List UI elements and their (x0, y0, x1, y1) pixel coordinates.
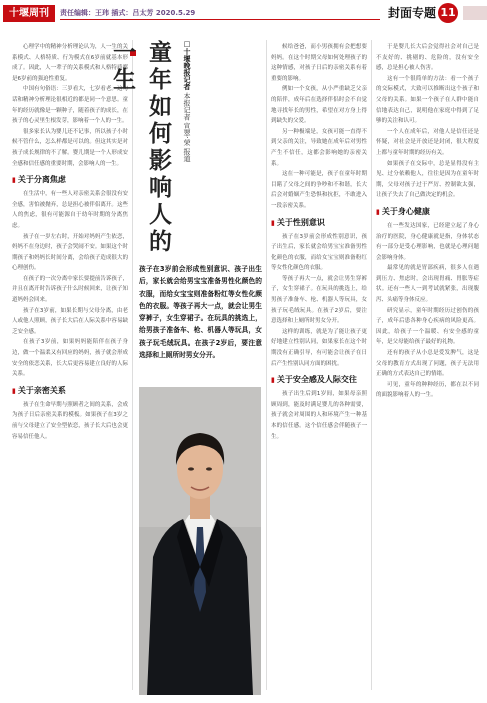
paragraph: 一个人在成年后，对他人是信任还是怀疑，对社会是开放还是封闭，很大程度上都与童年时期的经历有关。 (376, 128, 479, 156)
portrait-photo (139, 387, 261, 695)
paragraph: 在一些发达国家，已经建立起了身心治疗的医院，身心健康就是指，身体状态有一部分是受心理影响，也就是心理问题会影响身体。 (376, 222, 479, 261)
portrait-illustration (139, 387, 261, 695)
paragraph: 在孩子3岁前，如果妈妈能陪伴在孩子身边，做一个温柔又有回应的妈妈，孩子就会形成安全的依恋关系，长大后更容易建立良好的人际关系。 (12, 339, 128, 378)
byline-reporter: 本报记者 宣翠·荣 (183, 92, 191, 146)
masthead (0, 2, 330, 24)
paragraph: 这在一种可能是，孩子在童年时期目睹了父母之间的争吵和不和谐，长大后会对婚姻产生恐惧和抗拒，不敢进入一段亲密关系。 (271, 171, 367, 209)
paragraph: 孩子在3岁前会形成性别意识，孩子出生后，家长就会给男宝宝准备男性化颜色的衣服，而给女宝宝则准备粉红等女性化颜色的衣服。 (271, 233, 367, 272)
paragraph: 心理学中的精神分析理论认为，人一生的关系模式、人格特质、行为模式在6岁前就基本形成了。因此，人一辈子的关系模式和人格特质都是6岁前的强迫性重复。 (12, 44, 128, 82)
paragraph: 这有一个很简单的方法：看一个孩子的交际模式，大致可以推断出这个孩子和父母的关系。如果一个孩子在人群中能自信地表达自己，说明他在家庭中得到了足够的关注和认可。 (376, 75, 479, 125)
publication-badge: 十堰周刊 (3, 5, 55, 22)
byline-label: □十堰晚报记者 (183, 40, 191, 90)
article-column-2 (271, 42, 367, 697)
section-heading: ▮ 关于身心健康 (376, 206, 479, 218)
paragraph: 研究显示，童年时期经历过创伤的孩子，成年后患各种身心疾病的风险更高。因此，给孩子一个温暖、有安全感的童年，是父母能给孩子最好的礼物。 (376, 307, 479, 346)
paragraph: 中国有句俗语：三岁看大，七岁看老。这句话和精神分析理论很相近的都是同一个意思。童年的经历就像是一颗种子，随着孩子的成长，在孩子的心灵里生根发芽，影响着一个人的一生。 (12, 86, 128, 125)
paragraph: 在生活中，有一些人对亲密关系会很没有安全感，害怕被抛弃，总是担心被伴侣离开。这些人的焦虑，很有可能源自于幼年时期的分离焦虑。 (12, 191, 128, 229)
column-divider (371, 40, 372, 690)
section-heading: ▮ 关于安全感及人际交往 (271, 374, 367, 386)
section-name: 封面专题 (388, 6, 437, 20)
byline (182, 40, 192, 162)
article-column-3 (376, 42, 479, 697)
column-divider (266, 40, 267, 690)
column-divider (132, 40, 133, 690)
paragraph: 孩子出生后到1岁间，如果母亲照顾周到，能及时满足婴儿的各种需要，孩子就会对周围的人和环境产生一种基本的信任感。这个信任感会伴随孩子一生。 (271, 391, 367, 440)
paragraph: 另一种极端是，女孩可能一直得不到父亲的关注，导致她在成年后对男性产生不信任，这都会影响她的亲密关系。 (271, 128, 367, 167)
article-column-1 (12, 42, 128, 697)
paragraph: 孩子在3岁前，如果长期与父母分离，由老人或他人照顾，孩子长大后在人际关系中容易缺乏安全感。 (12, 307, 128, 335)
page-number: 11 (438, 3, 458, 23)
paragraph: 如果孩子在交际中，总是显得没有主见、过分依赖他人，往往是因为在童年时期，父母对孩子过于严厉、控制欲太强，让孩子失去了自己做决定的机会。 (376, 160, 479, 199)
paragraph: 可见，童年的种种经历，都在以不同的面貌影响着人的一生。 (376, 381, 479, 399)
paragraph: 这样的训练，就是为了能让孩子更好地建立性别认同，如果家长在这个时期没有正确引导，有可能会让孩子在日后产生性别认同方面的困扰。 (271, 328, 367, 367)
editor-info: 责任编辑：王玮 插式：吕太芳 2020.5.29 (60, 9, 196, 17)
paragraph: 例如一个女孩，从小严重缺乏父亲的陪伴，成年后在选择伴侣时会不自觉地寻找年长的男性，希望在对方身上得到缺失的父爱。 (271, 86, 367, 125)
paragraph: 候给爸爸，而小男孩拥有会把想要妈妈。在这个时期父母如何处理孩子的这种情感，对孩子日后的亲密关系有着重要的影响。 (271, 44, 367, 82)
paragraph: 在孩子的一次分离中家长要提前告诉孩子，并且在离开时告诉孩子什么时候回来，让孩子知道妈妈会回来。 (12, 275, 128, 304)
pull-quote: 孩子在3岁前会形成性别意识、孩子出生后，家长就会给男宝宝准备男性化颜色的衣服，而给女宝宝则准备粉红等女性化颜色的衣服。等孩子再大一点，就会让男生穿裤子，女生穿裙子。在玩具的挑选上，给男孩子准备车、枪、机器人等玩具，女孩子玩毛绒玩具。在孩子2岁后，要注意选择和上厕所时男女分开。 (139, 265, 262, 360)
headline-block (109, 40, 204, 270)
byline-extra: 报道 (183, 147, 191, 162)
paragraph: 还有的孩子从小总是爱发脾气，这是父母的教育方式出现了问题，孩子无法用正确的方式表达自己的情绪。 (376, 350, 479, 378)
paragraph: 孩子在一岁左右时，开始对妈妈产生依恋，妈妈不在身边时，孩子会哭闹不安。如果这个时期孩子和妈妈长时间分离，会给孩子造成很大的心理创伤。 (12, 233, 128, 272)
section-heading: ▮ 关于亲密关系 (12, 385, 128, 397)
header-rule (60, 19, 380, 20)
section-heading: ▮ 关于分离焦虑 (12, 174, 128, 186)
paragraph: 很多家长认为婴儿还不记事，所以孩子小时候不管什么，怎么样都是可以的。但这其实是对孩子成长规律的不了解。婴儿期是一个人形成安全感和信任感的重要时期，会影响人的一生。 (12, 128, 128, 167)
page-header (0, 0, 487, 28)
header-stripe (463, 6, 487, 20)
paragraph: 等孩子再大一点，就会让男生穿裤子，女生穿裙子。在玩具的挑选上，给男孩子准备车、枪、机器人等玩具，女孩子玩毛绒玩具。在孩子2岁后，要注意选择和上厕所时男女分开。 (271, 275, 367, 325)
headline: 童年如何影响人的一生 (109, 40, 172, 256)
paragraph: 孩子在生命早期与照顾者之间的关系，会成为孩子日后亲密关系的模板。如果孩子在3岁之前与父母建立了安全型依恋，孩子长大后也会更容易信任他人。 (12, 401, 128, 440)
section-heading: ▮ 关于性别意识 (271, 217, 367, 229)
paragraph: 于是婴儿长大后会觉得社会对自己是不友好的、挑剔的、危险的，没有安全感，总是担心被人伤害。 (376, 44, 479, 72)
paragraph: 最常见的就是胃部疾病，很多人在遇到压力、焦虑时，会出现胃痛、胃胀等症状。还有一些人一到考试就紧张，出现腹泻、头痛等身体反应。 (376, 265, 479, 304)
